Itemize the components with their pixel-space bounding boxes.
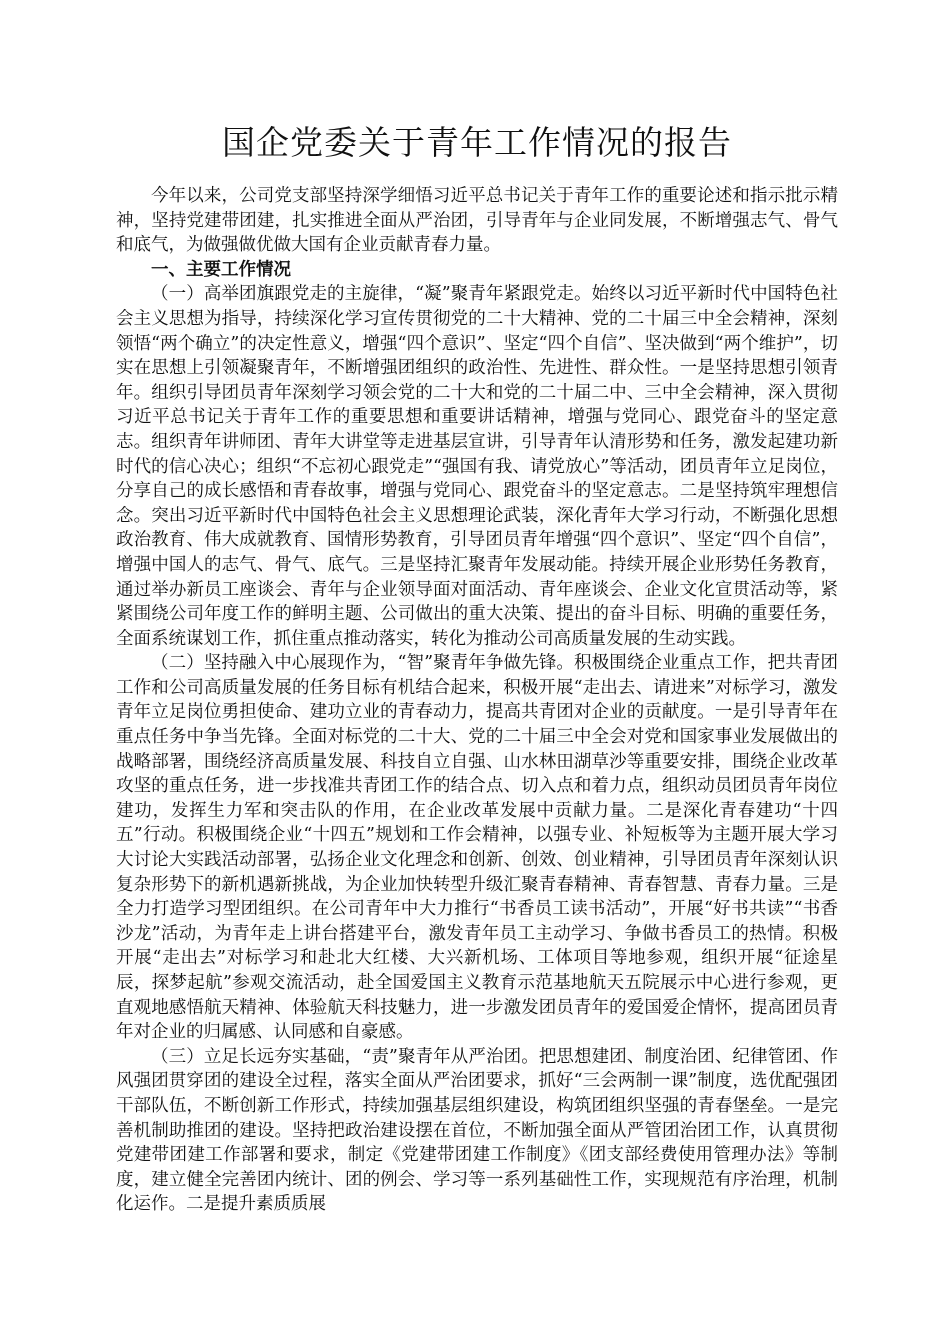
document-body (116, 184, 838, 1217)
body-paragraph-2: （二）坚持融入中心展现作为，“智”聚青年争做先锋。积极围绕企业重点工作，把共青团工作和公司高质量发展的任务目标有机结合起来，积极开展“走出去、请进来”对标学习，激发青年立足岗位勇担使命、建功立业的青春动力，提高共青团对企业的贡献度。一是引导青年在重点任务中争当先锋。全面对标党的二十大、党的二十届三中全会对党和国家事业发展做出的战略部署，围绕经济高质量发展、科技自立自强、山水林田湖草沙等重要安排，围绕企业改革攻坚的重点任务，进一步找准共青团工作的结合点、切入点和着力点，组织动员团员青年岗位建功，发挥生力军和突击队的作用，在企业改革发展中贡献力量。二是深化青春建功“十四五”行动。积极围绕企业“十四五”规划和工作会精神，以强专业、补短板等为主题开展大学习大讨论大实践活动部署，弘扬企业文化理念和创新、创效、创业精神，引导团员青年深刻认识复杂形势下的新机遇新挑战，为企业加快转型升级汇聚青春精神、青春智慧、青春力量。三是全力打造学习型团组织。在公司青年中大力推行“书香员工读书活动”，开展“好书共读”“书香沙龙”活动，为青年走上讲台搭建平台，激发青年员工主动学习、争做书香员工的热情。积极开展“走出去”对标学习和赴北大红楼、大兴新机场、工体项目等地参观，组织开展“征途星辰，探梦起航”参观交流活动，赴全国爱国主义教育示范基地航天五院展示中心进行参观，更直观地感悟航天精神、体验航天科技魅力，进一步激发团员青年的爱国爱企情怀，提高团员青年对企业的归属感、认同感和自豪感。 (116, 653, 838, 1043)
body-paragraph-1: （一）高举团旗跟党走的主旋律，“凝”聚青年紧跟党走。始终以习近平新时代中国特色社会主义思想为指导，持续深化学习宣传贯彻党的二十大精神、党的二十届三中全会精神，深刻领悟“两个确立”的决定性意义，增强“四个意识”、坚定“四个自信”、坚决做到“两个维护”，切实在思想上引领凝聚青年，不断增强团组织的政治性、先进性、群众性。一是坚持思想引领青年。组织引导团员青年深刻学习领会党的二十大和党的二十届二中、三中全会精神，深入贯彻习近平总书记关于青年工作的重要思想和重要讲话精神，增强与党同心、跟党奋斗的坚定意志。组织青年讲师团、青年大讲堂等走进基层宣讲，引导青年认清形势和任务，激发起建功新时代的信心决心；组织“不忘初心跟党走”“强国有我、请党放心”等活动，团员青年立足岗位，分享自己的成长感悟和青春故事，增强与党同心、跟党奋斗的坚定意志。二是坚持筑牢理想信念。突出习近平新时代中国特色社会主义思想理论武装，深化青年大学习行动，不断强化思想政治教育、伟大成就教育、国情形势教育，引导团员青年增强“四个意识”、坚定“四个自信”，增强中国人的志气、骨气、底气。三是坚持汇聚青年发展动能。持续开展企业形势任务教育，通过举办新员工座谈会、青年与企业领导面对面活动、青年座谈会、企业文化宣贯活动等，紧紧围绕公司年度工作的鲜明主题、公司做出的重大决策、提出的奋斗目标、明确的重要任务，全面系统谋划工作，抓住重点推动落实，转化为推动公司高质量发展的生动实践。 (116, 284, 838, 649)
document-title: 国企党委关于青年工作情况的报告 (222, 123, 732, 162)
body-paragraph-3: （三）立足长远夯实基础，“责”聚青年从严治团。把思想建团、制度治团、纪律管团、作风强团贯穿团的建设全过程，落实全面从严治团要求，抓好“三会两制一课”制度，选优配强团干部队伍，不断创新工作形式，持续加强基层组织建设，构筑团组织坚强的青春堡垒。一是完善机制助推团的建设。坚持把政治建设摆在首位，不断加强全面从严管团治团工作，认真贯彻党建带团建工作部署和要求，制定《党建带团建工作制度》《团支部经费使用管理办法》等制度，建立健全完善团内统计、团的例会、学习等一系列基础性工作，实现规范有序治理，机制化运作。二是提升素质质展 (116, 1046, 838, 1215)
section-heading: 一、主要工作情况 (151, 259, 291, 280)
intro-paragraph: 今年以来，公司党支部坚持深学细悟习近平总书记关于青年工作的重要论述和指示批示精神，坚持党建带团建，扎实推进全面从严治团，引导青年与企业同发展，不断增强志气、骨气和底气，为做强做优做大国有企业贡献青春力量。 (116, 186, 838, 256)
